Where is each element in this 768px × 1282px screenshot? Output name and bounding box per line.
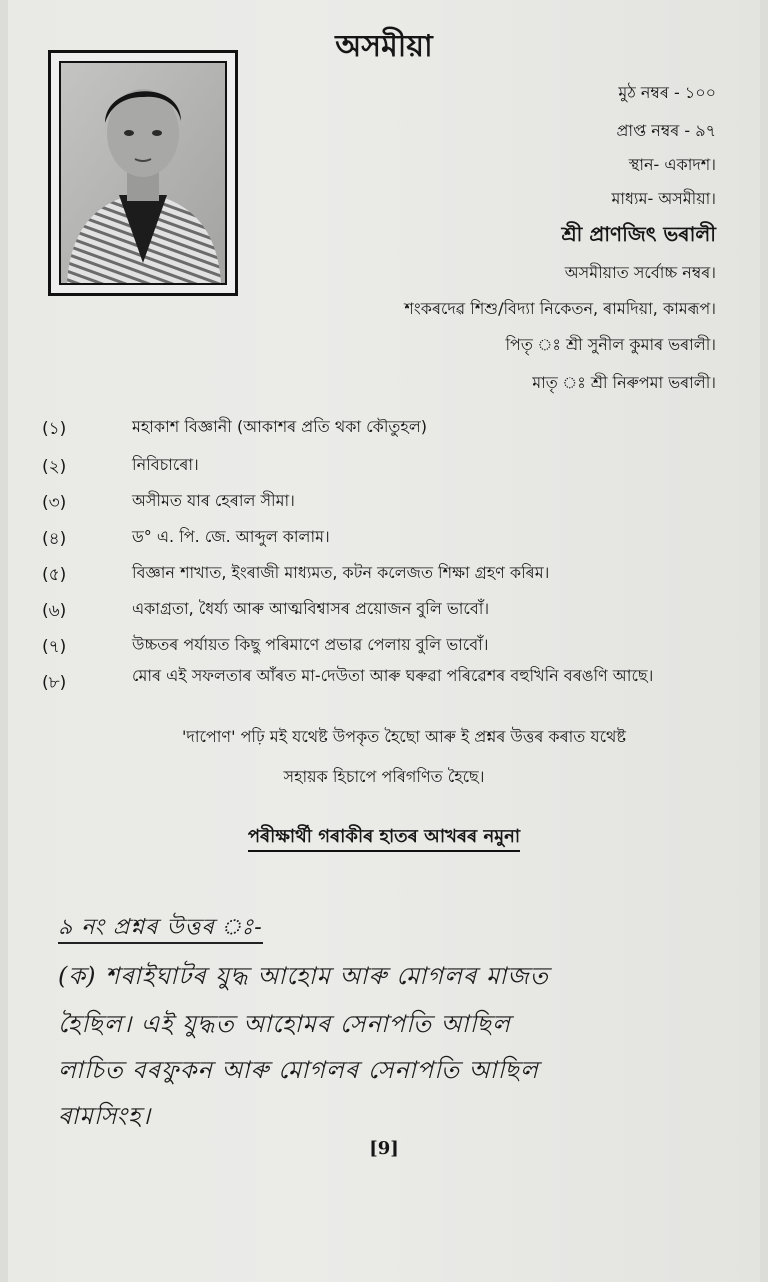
student-name: শ্ৰী প্ৰাণজিৎ ভৰালী	[561, 222, 716, 246]
answer-number: (৭)	[42, 637, 67, 657]
father-name: পিতৃ ঃ শ্ৰী সুনীল কুমাৰ ভৰালী।	[505, 335, 716, 354]
handwriting-line: ৰামসিংহ।	[58, 1102, 152, 1130]
rank: স্থান- একাদশ।	[628, 155, 716, 174]
page-title: অসমীয়া	[335, 29, 433, 64]
answer-text: উচ্চতৰ পৰ্যায়ত কিছু পৰিমাণে প্ৰভাৱ পেলায় বুলি ভাবোঁ।	[132, 635, 489, 654]
answer-number: (৮)	[42, 673, 67, 693]
school: শংকৰদেৱ শিশু/বিদ্যা নিকেতন, ৰামদিয়া, কামৰূপ।	[404, 299, 716, 318]
handwriting-line: (ক) শৰাইঘাটৰ যুদ্ধ আহোম আৰু মোগলৰ মাজত	[58, 962, 549, 990]
answer-text: বিজ্ঞান শাখাত, ইংৰাজী মাধ্যমত, কটন কলেজত শিক্ষা গ্ৰহণ কৰিম।	[132, 563, 550, 582]
answer-number: (৬)	[42, 601, 67, 621]
answer-number: (২)	[42, 457, 67, 477]
portrait-image	[61, 63, 225, 283]
handwriting-line: হৈছিল। এই যুদ্ধত আহোমৰ সেনাপতি আছিল	[58, 1010, 511, 1038]
medium: মাধ্যম- অসমীয়া।	[611, 189, 716, 208]
answer-text: ড° এ. পি. জে. আব্দুল কালাম।	[132, 527, 330, 546]
answer-text: মোৰ এই সফলতাৰ আঁৰত মা-দেউতা আৰু ঘৰুৱা পৰিৱেশৰ বহুখিনি বৰঙণি আছে।	[132, 666, 654, 685]
answer-text: নিবিচাৰো।	[132, 455, 199, 474]
handwriting-line: লাচিত বৰফুকন আৰু মোগলৰ সেনাপতি আছিল	[58, 1056, 539, 1084]
student-photo	[59, 61, 227, 285]
answer-text: মহাকাশ বিজ্ঞানী (আকাশৰ প্ৰতি থকা কৌতুহল)	[132, 417, 427, 436]
page-number: [9]	[369, 1138, 399, 1159]
answer-text: একাগ্ৰতা, ধৈৰ্য্য আৰু আত্মবিশ্বাসৰ প্ৰয়োজন বুলি ভাবোঁ।	[132, 599, 490, 618]
handwriting-label	[58, 910, 263, 947]
obtained-marks: প্ৰাপ্ত নম্বৰ - ৯৭	[616, 121, 716, 140]
handwriting-sample-heading	[0, 822, 768, 853]
achievement: অসমীয়াত সৰ্বোচ্চ নম্বৰ।	[564, 263, 716, 282]
closing-line-1: 'দাপোণ' পঢ়ি মই যথেষ্ট উপকৃত হৈছো আৰু ই প্ৰশ্নৰ উত্তৰ কৰাত যথেষ্ট	[182, 727, 626, 746]
full-marks: মুঠ নম্বৰ - ১০০	[618, 83, 716, 102]
handwriting-label-text: ৯ নং প্ৰশ্নৰ উত্তৰ ঃ-	[58, 915, 263, 944]
answer-text: অসীমত যাৰ হেৰাল সীমা।	[132, 491, 295, 510]
answer-number: (৩)	[42, 493, 67, 513]
answer-number: (৪)	[42, 529, 67, 549]
answer-number: (৫)	[42, 565, 67, 585]
student-photo-frame	[48, 50, 238, 296]
closing-line-2: সহায়ক হিচাপে পৰিগণিত হৈছে।	[283, 767, 485, 786]
answer-number: (১)	[42, 419, 67, 439]
handwriting-sample-heading-text: পৰীক্ষাৰ্থী গৰাকীৰ হাতৰ আখৰৰ নমুনা	[248, 826, 520, 852]
mother-name: মাতৃ ঃ শ্ৰী নিৰুপমা ভৰালী।	[532, 373, 716, 392]
